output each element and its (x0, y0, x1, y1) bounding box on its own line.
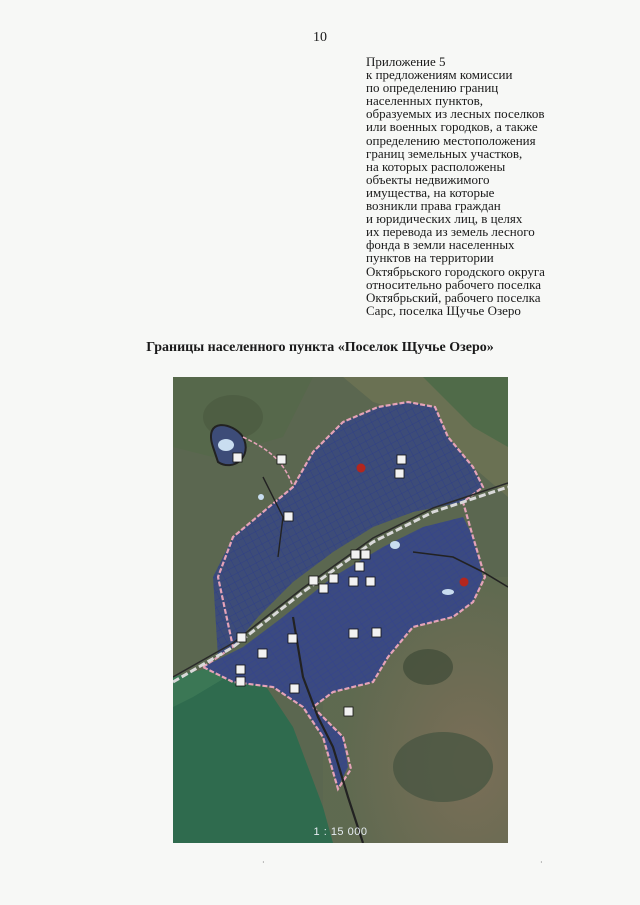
appendix-line: по определению границ (366, 80, 499, 96)
appendix-line: и юридических лиц, в целях (366, 211, 523, 227)
appendix-line: их перевода из земель лесного (366, 224, 535, 240)
school-icon (349, 577, 358, 586)
scan-speck: · (540, 858, 543, 867)
map-heading: Границы населенного пункта «Поселок Щучье Озеро» (146, 340, 494, 355)
appendix-line: границ земельных участков, (366, 145, 523, 161)
appendix-line: имущества, на которые (366, 184, 495, 200)
appendix-line: Сарс, поселка Щучье Озеро (366, 302, 521, 318)
marker-point (460, 578, 469, 587)
admin-icon (329, 574, 338, 583)
pond (218, 439, 234, 451)
appendix-line: пунктов на территории (366, 250, 494, 266)
map-scale: 1 : 15 000 (313, 826, 368, 838)
shop-icon (309, 576, 318, 585)
admin-icon (319, 584, 328, 593)
appendix-line: образуемых из лесных поселков (366, 106, 545, 122)
school-icon (397, 455, 406, 464)
appendix-line: или военных городков, а также (366, 119, 538, 135)
appendix-line: возникли права граждан (366, 198, 501, 214)
school-icon (236, 665, 245, 674)
shop-icon (366, 577, 375, 586)
appendix-line: относительно рабочего поселка (366, 276, 542, 292)
appendix-line: фонда в земли населенных (366, 237, 515, 253)
appendix-line: Октябрьского городского округа (366, 263, 545, 279)
hospital-icon (284, 512, 293, 521)
page-number: 10 (313, 30, 327, 45)
hospital-icon (236, 677, 245, 686)
school-icon (344, 707, 353, 716)
admin-icon (372, 628, 381, 637)
school-icon (233, 453, 242, 462)
marker-point (357, 464, 366, 473)
church-icon (351, 550, 360, 559)
shop-icon (288, 634, 297, 643)
appendix-line: определению местоположения (366, 132, 536, 148)
appendix-line: Приложение 5 (366, 54, 446, 69)
appendix-note (366, 55, 626, 317)
settlement-boundary-map (173, 377, 508, 843)
satellite-map-image (173, 377, 508, 843)
scan-speck: · (262, 858, 265, 867)
appendix-line: объекты недвижимого (366, 171, 490, 187)
school-icon (237, 633, 246, 642)
school-icon (258, 649, 267, 658)
church-icon (361, 550, 370, 559)
school-icon (355, 562, 364, 571)
school-icon (290, 684, 299, 693)
admin-icon (395, 469, 404, 478)
appendix-line: к предложениям комиссии (366, 67, 513, 83)
appendix-line: населенных пунктов, (366, 93, 484, 109)
shop-icon (277, 455, 286, 464)
appendix-line: на которых расположены (366, 158, 506, 174)
appendix-line: Октябрьский, рабочего поселка (366, 289, 541, 305)
school-icon (349, 629, 358, 638)
